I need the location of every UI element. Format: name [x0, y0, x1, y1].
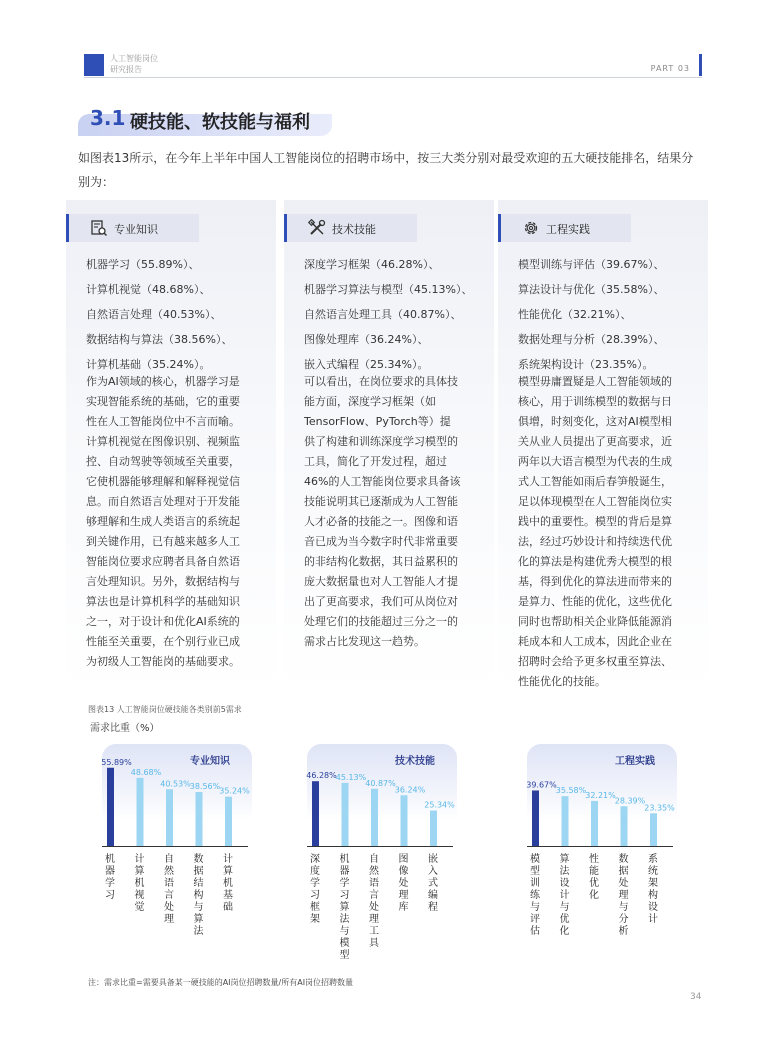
paragraph-line: 式人工智能如雨后春笋般诞生，: [518, 475, 672, 488]
chart-bar: [532, 790, 539, 846]
chart-category-label: 计算机基础: [223, 854, 233, 913]
chart-category-label: 自然语言处理: [164, 854, 174, 925]
paragraph-line: 46%的人工智能岗位要求具备该: [304, 475, 461, 488]
chart-category-label: 深度学习框架: [310, 854, 320, 925]
chart-category-label: 系统架构设计: [648, 854, 658, 925]
chart-category-label: 性能优化: [589, 854, 599, 901]
paragraph-line: 智能岗位要求应聘者具备自然语: [86, 555, 240, 568]
list-item: 自然语言处理（40.53%）、: [86, 308, 222, 321]
chart-y-axis-label: 需求比重（%）: [90, 723, 160, 734]
list-item: 数据结构与算法（38.56%）、: [86, 333, 233, 346]
list-item: 机器学习算法与模型（45.13%）、: [304, 283, 473, 296]
header-title-line1: 人工智能岗位: [110, 54, 158, 63]
chart-x-axis: [527, 846, 673, 847]
chart-data-label: 40.87%: [365, 778, 396, 788]
paragraph-line: 庞大数据量也对人工智能人才提: [304, 575, 458, 588]
chart-category-label: 自然语言处理工具: [369, 854, 379, 949]
list-item: 性能优化（32.21%）、: [518, 308, 632, 321]
paragraph-line: 作为AI领域的核心，机器学习是: [86, 375, 240, 388]
paragraph-line: 关从业人员提出了更高要求，近: [518, 435, 672, 448]
paragraph-line: 践中的重要性。模型的背后是算: [518, 515, 672, 528]
list-item: 计算机视觉（48.68%）、: [86, 283, 211, 296]
paragraph-line: 性能至关重要，在个别行业已成: [86, 635, 240, 648]
list-item: 计算机基础（35.24%）。: [86, 358, 211, 371]
paragraph-line: 两年以大语言模型为代表的生成: [518, 455, 672, 468]
paragraph-line: 是算力、性能的优化，这些优化: [518, 595, 672, 608]
chart-data-label: 35.24%: [219, 786, 250, 796]
list-item: 深度学习框架（46.28%）、: [304, 258, 440, 271]
section-title: 硬技能、软技能与福利: [130, 112, 310, 133]
column-label: 工程实践: [546, 223, 590, 236]
paragraph-line: 需求占比发现这一趋势。: [304, 635, 425, 648]
paragraph-line: 能方面，深度学习框架（如: [304, 395, 436, 408]
chart-data-label: 23.35%: [644, 803, 675, 813]
chart-data-label: 35.58%: [555, 786, 587, 796]
chart-data-label: 46.28%: [306, 771, 337, 781]
paragraph-line: 足以体现模型在人工智能岗位实: [518, 495, 672, 508]
chart-category-label: 计算机视觉: [134, 854, 145, 913]
paragraph-line: 俱增，时刻变化，这对AI模型相: [518, 415, 672, 428]
paragraph-line: 它使机器能够理解和解释视觉信: [86, 475, 240, 488]
column-label: 技术技能: [332, 223, 376, 236]
paragraph-line: 之一，对于设计和优化AI系统的: [86, 615, 240, 628]
chart-bar: [591, 801, 598, 846]
paragraph-line: 招聘时会给予更多权重至算法、: [518, 655, 672, 668]
list-item: 自然语言处理工具（40.87%）、: [304, 308, 462, 321]
chart-data-label: 48.68%: [130, 767, 162, 777]
chart-data-label: 25.34%: [424, 800, 455, 810]
paragraph-line: 音已成为当今数字时代非常重要: [304, 535, 458, 548]
paragraph-line: 工具，简化了开发过程，超过: [304, 455, 447, 468]
chart-category-label: 数据结构与算法: [193, 854, 204, 937]
chart-title: 工程实践: [615, 756, 655, 767]
section-number: 3.1: [90, 106, 126, 130]
paragraph-line: 基，得到优化的算法进而带来的: [518, 575, 672, 588]
chart-bar: [562, 796, 569, 846]
paragraph-line: 化的算法是构建优秀大模型的根: [518, 555, 672, 568]
paragraph-line: 言处理知识。另外，数据结构与: [86, 575, 240, 588]
column-label: 专业知识: [114, 223, 158, 236]
paragraph-line: 控、自动驾驶等领域至关重要，: [86, 455, 240, 468]
chart-category-label: 图像处理库: [398, 854, 409, 913]
paragraph-line: 息。而自然语言处理对于开发能: [86, 495, 240, 508]
paragraph-line: 耗成本和人工成本，因此企业在: [518, 635, 672, 648]
paragraph-line: 够理解和生成人类语言的系统起: [86, 515, 240, 528]
list-item: 嵌入式编程（25.34%）。: [304, 358, 429, 371]
paragraph-line: 为初级人工智能岗的基础要求。: [86, 655, 240, 668]
chart-data-label: 39.67%: [526, 780, 557, 790]
chart-data-label: 38.56%: [189, 782, 221, 792]
paragraph-line: 可以看出，在岗位要求的具体技: [304, 375, 458, 388]
list-item: 机器学习（55.89%）、: [86, 258, 200, 271]
chart-data-label: 45.13%: [335, 772, 367, 782]
chart-title: 专业知识: [190, 756, 230, 767]
intro-paragraph: 如图表13所示，在今年上半年中国人工智能岗位的招聘市场中，按三大类分别对最受欢迎的五大硬技能排名，结果分别为：: [78, 151, 694, 189]
chart-category-label: 机器学习: [105, 854, 115, 901]
paragraph-line: 模型毋庸置疑是人工智能领域的: [518, 375, 672, 388]
chart-data-label: 36.24%: [394, 785, 426, 795]
chart-title: 技术技能: [395, 756, 435, 767]
chart-data-label: 40.53%: [160, 779, 191, 789]
chart-data-label: 55.89%: [101, 757, 132, 767]
chart-bar: [621, 806, 628, 846]
chart-caption: 图表13 人工智能岗位硬技能各类别前5需求: [88, 705, 242, 714]
paragraph-line: 的非结构化数据，其日益累积的: [304, 555, 458, 568]
paragraph-line: 供了构建和训练深度学习模型的: [304, 435, 458, 448]
paragraph-line: 法，经过巧妙设计和持续迭代优: [518, 535, 672, 548]
chart-data-label: 32.21%: [585, 790, 616, 800]
chart-category-label: 数据处理与分析: [618, 854, 629, 937]
chart-bar: [650, 813, 657, 846]
chart-category-label: 模型训练与评估: [530, 854, 540, 937]
chart-category-label: 嵌入式编程: [428, 854, 438, 913]
paragraph-line: 技能说明其已逐渐成为人工智能: [304, 495, 458, 508]
list-item: 图像处理库（36.24%）、: [304, 333, 429, 346]
chart-category-label: 机器学习算法与模型: [339, 854, 350, 961]
paragraph-line: 核心，用于训练模型的数据与日: [518, 395, 672, 408]
paragraph-line: 处理它们的技能超过三分之一的: [304, 615, 458, 628]
chart-data-label: 28.39%: [614, 796, 646, 806]
list-item: 数据处理与分析（28.39%）、: [518, 333, 665, 346]
header-part-label: PART 03: [650, 64, 690, 73]
header-title-line2: 研究报告: [110, 65, 142, 74]
list-item: 系统架构设计（23.35%）。: [518, 358, 654, 371]
page-number: 34: [690, 992, 702, 1002]
chart-footnote: 注：需求比重=需要具备某一硬技能的AI岗位招聘数量/所有AI岗位招聘数量: [88, 978, 354, 987]
paragraph-line: 人才必备的技能之一。图像和语: [304, 515, 458, 528]
paragraph-line: 性在人工智能岗位中不言而喻。: [86, 415, 240, 428]
paragraph-line: 到关键作用，已有越来越多人工: [86, 535, 240, 548]
paragraph-line: 实现智能系统的基础，它的重要: [86, 395, 240, 408]
paragraph-line: 同时也帮助相关企业降低能源消: [518, 615, 672, 628]
paragraph-line: 性能优化的技能。: [518, 675, 606, 688]
paragraph-line: 出了更高要求，我们可从岗位对: [304, 595, 458, 608]
paragraph-line: 计算机视觉在图像识别、视频监: [86, 435, 240, 448]
list-item: 算法设计与优化（35.58%）、: [518, 283, 665, 296]
chart-category-label: 算法设计与优化: [559, 854, 570, 937]
list-item: 模型训练与评估（39.67%）、: [518, 258, 665, 271]
paragraph-line: TensorFlow、PyTorch等）提: [304, 415, 451, 428]
paragraph-line: 算法也是计算机科学的基础知识: [86, 595, 240, 608]
